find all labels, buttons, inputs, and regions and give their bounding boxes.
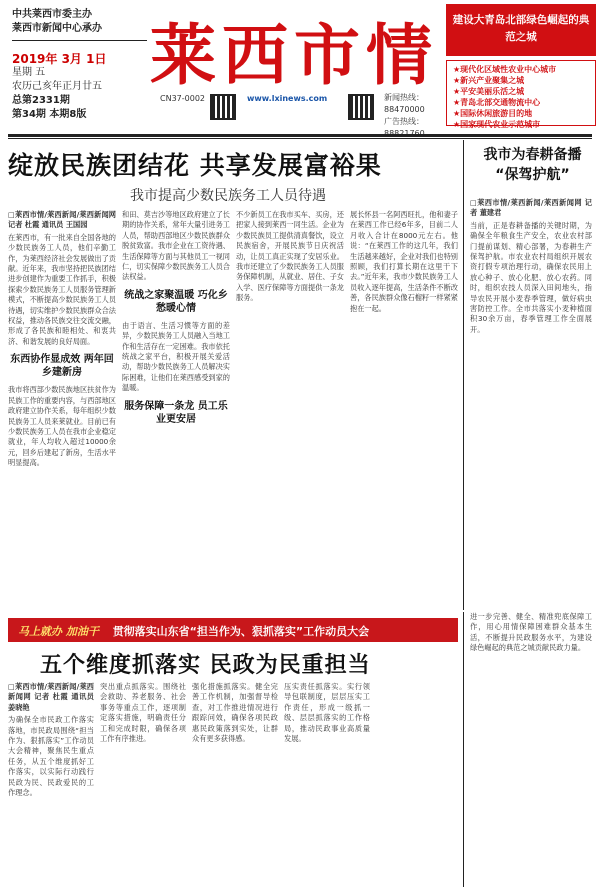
- weekday: 星期 五: [12, 67, 46, 78]
- column-divider: [463, 612, 464, 887]
- second-column-4: [284, 682, 370, 887]
- sponsor-lines: [12, 8, 152, 36]
- lead-subhead-1: 东西协作显成效 两年回乡建新房: [10, 354, 114, 379]
- paper-title-logo: 莱西市情: [150, 16, 438, 94]
- goal-item: ★国际休闲旅游目的地: [453, 109, 533, 118]
- sponsor-line-2: 莱西市新闻中心承办: [12, 23, 102, 34]
- lead-subhead-2: 统战之家聚温暖 巧化乡愁暖心情: [124, 289, 228, 314]
- lead-byline: □莱西市情/莱西新闻/莱西新闻网 记者 杜霞 通讯员 王国园: [8, 210, 116, 230]
- masthead-info-strip: [152, 90, 442, 130]
- issue-date: 2019年 3月 1日: [12, 52, 107, 66]
- lead-column-3: [236, 210, 344, 610]
- second-column-1: [8, 682, 94, 887]
- second-column-2: [100, 682, 186, 887]
- side-headline-line-2: “保驾护航”: [495, 167, 570, 183]
- news-hotline-number: 88470000: [384, 105, 425, 114]
- goal-item: ★青岛北部交通物流中心: [453, 98, 541, 107]
- side-headline-line-1: 我市为春耕备播: [483, 147, 582, 163]
- date-block: [12, 52, 152, 122]
- banner-slogan: 马上就办 加油干: [18, 625, 99, 638]
- second-paragraph: 强化措施抓落实。健全完善工作机制，加强督导检查，对工作推进情况进行跟踪问效，确保各项民政惠民政策落到实处，让群众有更多获得感。: [192, 682, 278, 744]
- lead-paragraph: 展长怀县一名阿西旺扎，他和妻子在莱西工作已经6年多，目前二人月收入合计在8000元左右。他说：“在莱西工作的这几年，我们生活越来越好，企业对我们也特别照顾，我们打算长期在这里干下去。”近年来，我市少数民族务工人员收入逐年提高，生活条件不断改善，各民族群众像石榴籽一样紧紧抱在一起。: [350, 210, 458, 313]
- second-paragraph: 进一步完善、健全、精准兜底保障工作，用心用情保障困难群众基本生活，不断提升民政服务水平，为建设绿色崛起的典范之城贡献民政力量。: [470, 612, 592, 653]
- lead-subheadline: 我市提高少数民族务工人员待遇: [130, 188, 326, 204]
- goal-item: ★国家现代农业示范城市: [453, 120, 541, 129]
- masthead: [0, 0, 600, 132]
- campaign-banner: [8, 618, 458, 642]
- second-paragraph: 突出重点抓落实。围绕社会救助、养老服务、社会事务等重点工作，逐项制定落实措施，明确责任分工和完成时限，确保各项工作有序推进。: [100, 682, 186, 744]
- website-url[interactable]: www.lxinews.com: [247, 94, 328, 103]
- lead-column-4: [350, 210, 458, 610]
- cn-number: CN37-0002: [160, 94, 205, 103]
- second-column-5: [470, 612, 592, 887]
- second-byline: □莱西市情/莱西新闻/莱西新闻网 记者 杜霞 通讯员 姜晓艳: [8, 682, 94, 712]
- lead-paragraph: 和田、莫吉沙等地区政府建立了长期的协作关系，常年大量引进务工人员，帮助西部地区少数民族群众脱贫致富。我市企业在工资待遇、生活保障等方面与其他员工一视同仁，切实保障少数民族务工人员合法权益。: [122, 210, 230, 282]
- goal-item: ★新兴产业聚集之城: [453, 76, 525, 85]
- lead-paragraph: 不少新员工在我市买车、买房，还把家人接到莱西一同生活。企业为少数民族员工提供清真餐饮，设立民族宿舍，开展民族节日庆祝活动，让员工真正实现了安居乐业。我市还建立了少数民族务工人员服务保障机制，从就业、居住、子女入学、医疗保障等方面提供一条龙服务。: [236, 210, 344, 303]
- goal-item: ★平安美丽乐活之城: [453, 87, 525, 96]
- column-divider: [463, 140, 464, 610]
- divider: [12, 40, 147, 41]
- lead-paragraph: 我市将西部少数民族地区扶贫作为民族工作的重要内容，与西部地区政府建立协作关系，每年组织少数民族务工人员来莱就业。目前已有少数民族务工人员在我市企业稳定就业，年人均收入超过10000余元，回乡后建起了新房，生活水平明显提高。: [8, 385, 116, 468]
- second-column-3: [192, 682, 278, 887]
- second-column-5a: [376, 682, 458, 887]
- second-paragraph: 为确保全市民政工作落实落地，市民政局围绕“担当作为、狠抓落实”工作动员大会精神，聚焦民生重点任务，从五个维度抓好工作落实，以实际行动践行民政为民、民政爱民的工作理念。: [8, 715, 94, 798]
- lunar-date: 农历己亥年正月廿五: [12, 81, 102, 92]
- second-headline: 五个维度抓落实 民政为民重担当: [40, 652, 371, 678]
- city-slogan-box: 建设大青岛北部绿色崛起的典范之城: [446, 4, 596, 56]
- lead-paragraph: 在莱西市，有一批来自全国各地的少数民族务工人员，他们辛勤工作，为莱西经济社会发展做出了贡献。近年来，我市坚持把民族团结进步创建作为重要工作抓手，积极探索少数民族务工人员服务管理新模式，不断提高少数民族务工人员待遇，切实维护少数民族群众合法权益，推动各民族交往交流交融，形成了各民族和睦相处、和衷共济、和谐发展的良好局面。: [8, 232, 116, 346]
- lead-subhead-3: 服务保障一条龙 员工乐业更安居: [124, 400, 228, 425]
- second-paragraph: 压实责任抓落实。实行领导包联制度，层层压实工作责任，形成一级抓一级、层层抓落实的工作格局，推动民政事业高质量发展。: [284, 682, 370, 744]
- volume-info: 第34期 本期8版: [12, 109, 87, 120]
- hotlines: 新闻热线：88470000 广告热线：: [384, 92, 442, 140]
- side-byline: □莱西市情/莱西新闻/莱西新闻网 记者 董建君: [470, 198, 592, 218]
- side-headline: [470, 145, 595, 185]
- masthead-rule-thin: [8, 138, 592, 139]
- lead-paragraph: 由于语言、生活习惯等方面的差异，少数民族务工人员融入当地工作和生活存在一定困难。我市依托统战之家平台，积极开展关爱活动，帮助少数民族务工人员解决实际困难，让他们在莱西感受到家的温暖。: [122, 320, 230, 393]
- sponsor-line-1: 中共莱西市委主办: [12, 9, 92, 20]
- qr-code-icon: [348, 94, 374, 120]
- qr-code-icon: [210, 94, 236, 120]
- side-paragraph: 当前，正是春耕备播的关键时期，为确保全年粮食生产安全，农业农村部门提前谋划、精心部署，为春耕生产保驾护航。市农业农村局组织开展农资打假专项治理行动，确保农民用上放心种子、放心化肥、放心农药。同时，组织农技人员深入田间地头，指导农民开展小麦春季管理，做好病虫害防控工作。全市共落实小麦种植面积30余万亩，春季管理工作全面展开。: [470, 220, 592, 334]
- total-issue: 总第2331期: [12, 95, 70, 106]
- lead-headline: 绽放民族团结花 共享发展富裕果: [8, 151, 382, 180]
- masthead-rule: [8, 134, 592, 137]
- news-hotline-label: 新闻热线: [384, 93, 416, 102]
- goal-item: ★现代化区域性农业中心城市: [453, 65, 557, 74]
- lead-column-1: [8, 210, 116, 610]
- lead-column-2: [122, 210, 230, 610]
- side-column: [470, 198, 592, 610]
- banner-title: 贯彻落实山东省“担当作为、狠抓落实”工作动员大会: [112, 625, 370, 638]
- ad-hotline-label: 广告热线: [384, 117, 416, 126]
- city-goals-list: [446, 60, 596, 129]
